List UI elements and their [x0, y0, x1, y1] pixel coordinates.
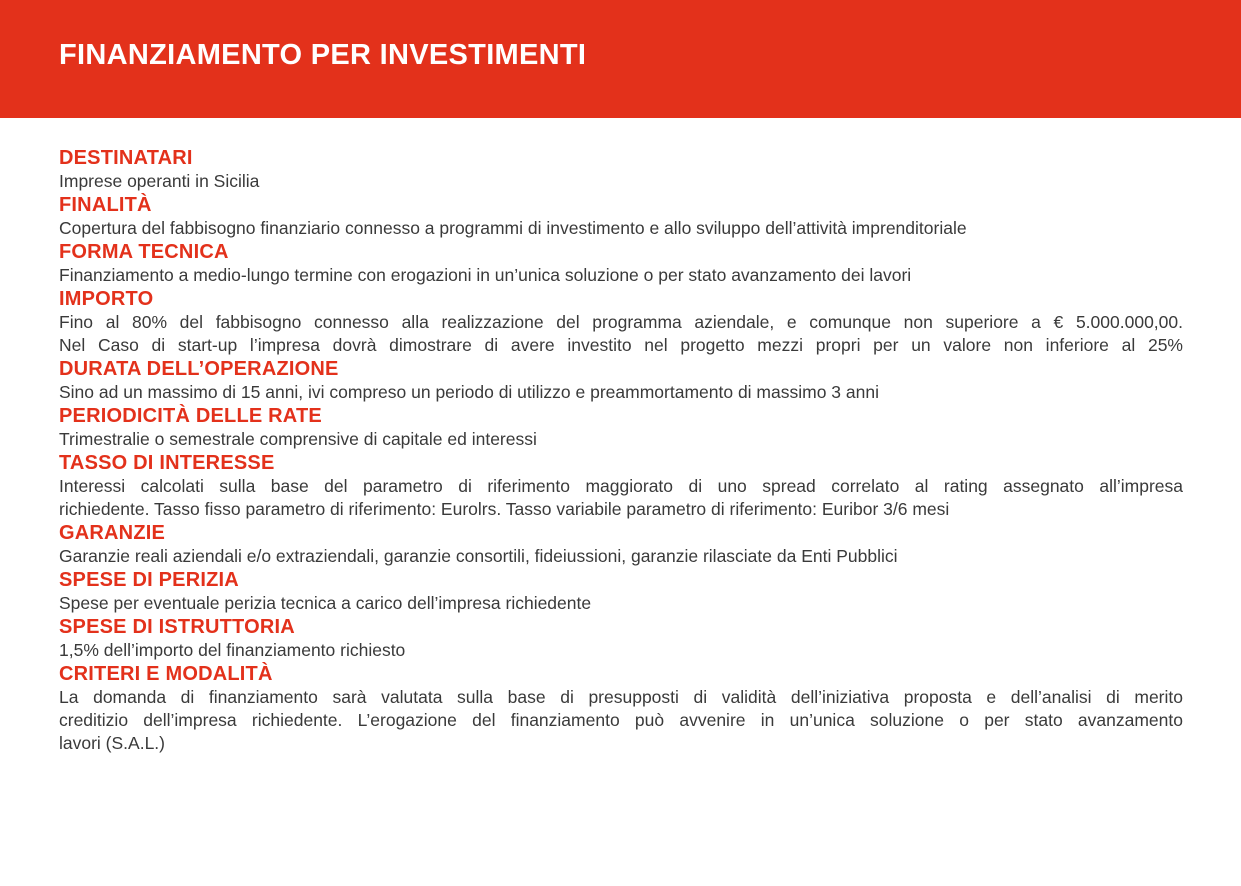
section-spese-perizia [59, 568, 1183, 615]
section-text: La domanda di finanziamento sarà valutata sulla base di presupposti di validità dell’iniziativa proposta e dell’analisi di merito [59, 687, 1183, 707]
section-text: Imprese operanti in Sicilia [59, 171, 260, 191]
section-text: richiedente. Tasso fisso parametro di riferimento: Eurolrs. Tasso variabile parametro di riferimento: Euribor 3/6 mesi [59, 499, 950, 519]
section-text: Fino al 80% del fabbisogno connesso alla realizzazione del programma aziendale, e comunque non superiore a € 5.000.000,00. [59, 312, 1183, 332]
page-header [0, 0, 1241, 118]
section-text: Spese per eventuale perizia tecnica a carico dell’impresa richiedente [59, 593, 592, 613]
section-text: Interessi calcolati sulla base del parametro di riferimento maggiorato di uno spread correlato al rating assegnato all’impresa [59, 476, 1183, 496]
section-title: DURATA DELL’OPERAZIONE [59, 358, 339, 380]
section-title: GARANZIE [59, 522, 166, 544]
section-title: TASSO DI INTERESSE [59, 452, 275, 474]
section-text: Trimestralie o semestrale comprensive di capitale ed interessi [59, 429, 537, 449]
section-title: PERIODICITÀ DELLE RATE [59, 405, 322, 427]
section-text: Sino ad un massimo di 15 anni, ivi compreso un periodo di utilizzo e preammortamento di massimo 3 anni [59, 382, 879, 402]
section-title: FORMA TECNICA [59, 241, 229, 263]
section-durata [59, 357, 1183, 404]
section-text: Nel Caso di start-up l’impresa dovrà dimostrare di avere investito nel progetto mezzi propri per un valore non inferiore al 25% [59, 335, 1183, 355]
section-forma-tecnica [59, 240, 1183, 287]
section-criteri [59, 662, 1183, 755]
section-text: Copertura del fabbisogno finanziario connesso a programmi di investimento e allo sviluppo dell’attività imprenditoriale [59, 218, 967, 238]
section-title: CRITERI E MODALITÀ [59, 663, 273, 685]
section-finalita [59, 193, 1183, 240]
section-spese-istruttoria [59, 615, 1183, 662]
section-title: IMPORTO [59, 288, 154, 310]
info-sections [59, 146, 1183, 755]
section-title: SPESE DI ISTRUTTORIA [59, 616, 295, 638]
section-garanzie [59, 521, 1183, 568]
section-periodicita [59, 404, 1183, 451]
section-text: Finanziamento a medio-lungo termine con erogazioni in un’unica soluzione o per stato avanzamento dei lavori [59, 265, 912, 285]
page-title: FINANZIAMENTO PER INVESTIMENTI [59, 39, 587, 71]
section-title: SPESE DI PERIZIA [59, 569, 239, 591]
section-destinatari [59, 146, 1183, 193]
section-text: creditizio dell’impresa richiedente. L’erogazione del finanziamento può avvenire in un’unica soluzione o per stato avanzamento [59, 710, 1183, 730]
section-title: DESTINATARI [59, 147, 193, 169]
section-text: Garanzie reali aziendali e/o extraziendali, garanzie consortili, fideiussioni, garanzie rilasciate da Enti Pubblici [59, 546, 898, 566]
section-title: FINALITÀ [59, 194, 152, 216]
section-tasso [59, 451, 1183, 521]
section-text: lavori (S.A.L.) [59, 733, 165, 753]
section-text: 1,5% dell’importo del finanziamento richiesto [59, 640, 406, 660]
section-importo [59, 287, 1183, 357]
